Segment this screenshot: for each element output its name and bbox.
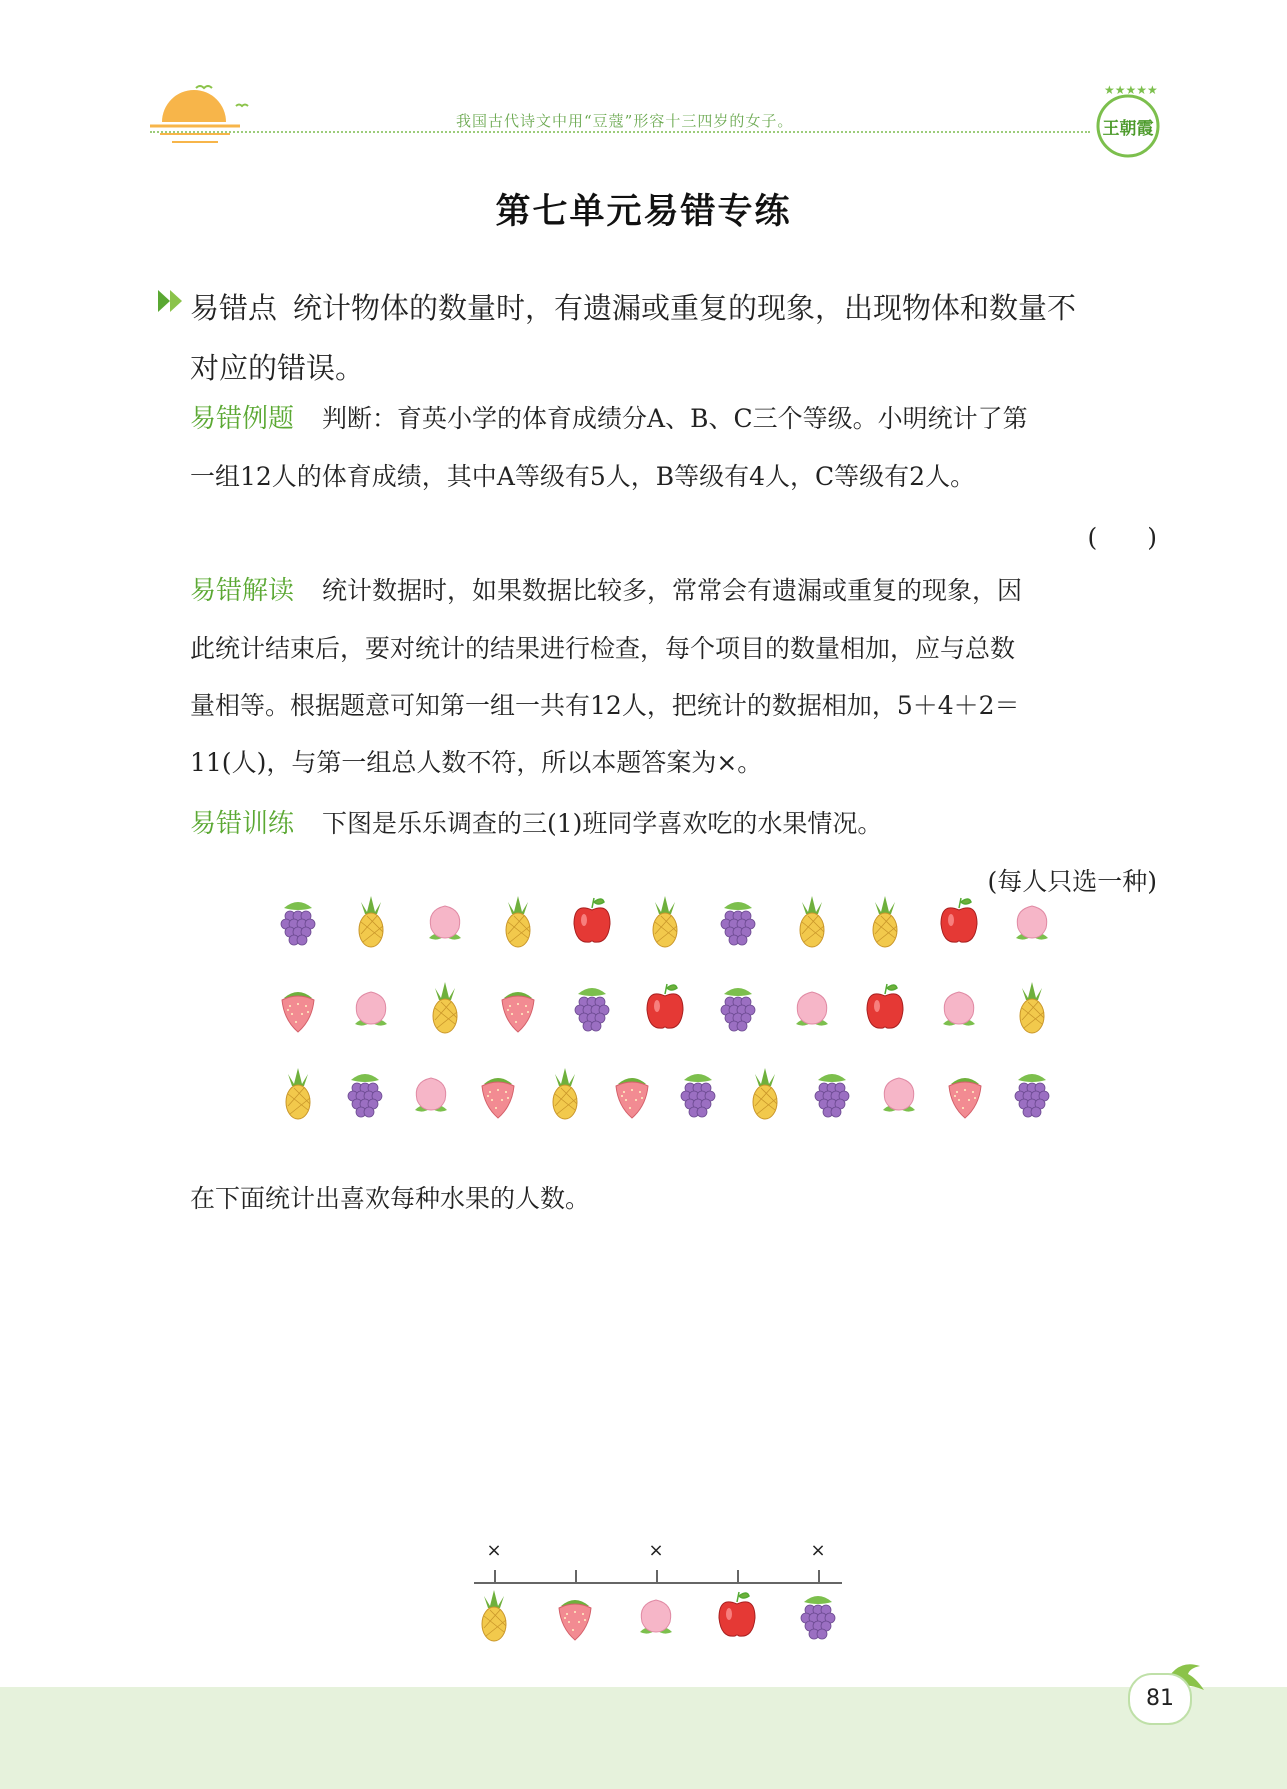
key-point-text-line2: 对应的错误。: [190, 351, 365, 385]
strawberry-icon: [476, 1066, 520, 1122]
tally-mark: ×: [486, 1540, 502, 1561]
analysis-block: [190, 562, 1158, 791]
apple-icon: [715, 1588, 759, 1644]
sunset-logo-icon: [150, 80, 260, 152]
pineapple-icon: [1010, 980, 1054, 1036]
grape-icon: [716, 894, 760, 950]
tally-tick: [656, 1570, 658, 1582]
tally-axis: [470, 1540, 850, 1660]
brand-badge: [1090, 80, 1166, 164]
pineapple-icon: [790, 894, 834, 950]
pineapple-icon: [349, 894, 393, 950]
apple-icon: [937, 894, 981, 950]
brand-logo-text: 王朝霞: [1102, 119, 1154, 139]
pineapple-icon: [472, 1588, 516, 1644]
strawberry-icon: [943, 1066, 987, 1122]
grape-icon: [716, 980, 760, 1036]
peach-icon: [1010, 894, 1054, 950]
page-title: 第七单元易错专练: [495, 192, 792, 232]
pineapple-icon: [863, 894, 907, 950]
grape-icon: [796, 1588, 840, 1644]
tally-axis-line: [474, 1582, 842, 1584]
answer-paren[interactable]: ( ): [1087, 523, 1157, 552]
double-arrow-icon: [158, 290, 186, 312]
grape-icon: [1010, 1066, 1054, 1122]
apple-icon: [570, 894, 614, 950]
apple-icon: [643, 980, 687, 1036]
key-point: [190, 278, 1160, 398]
pineapple-icon: [496, 894, 540, 950]
pineapple-icon: [276, 1066, 320, 1122]
analysis-line2: 此统计结束后，要对统计的结果进行检查，每个项目的数量相加，应与总数: [190, 634, 1016, 663]
tally-tick: [494, 1570, 496, 1582]
example-line1: 判断：育英小学的体育成绩分A、B、C三个等级。小明统计了第: [322, 404, 1028, 433]
analysis-line1: 统计数据时，如果数据比较多，常常会有遗漏或重复的现象，因: [322, 576, 1023, 605]
peach-icon: [790, 980, 834, 1036]
key-point-label: 易错点: [190, 291, 278, 325]
peach-icon: [634, 1588, 678, 1644]
practice-label: 易错训练: [190, 809, 295, 839]
header-dotted-line: [150, 131, 1090, 133]
pineapple-icon: [643, 894, 687, 950]
tally-tick: [575, 1570, 577, 1582]
tally-mark: ×: [810, 1540, 826, 1561]
peach-icon: [409, 1066, 453, 1122]
key-point-text-line1: 统计物体的数量时，有遗漏或重复的现象，出现物体和数量不: [293, 291, 1077, 325]
grape-icon: [276, 894, 320, 950]
peach-icon: [937, 980, 981, 1036]
grape-icon: [570, 980, 614, 1036]
peach-icon: [349, 980, 393, 1036]
tally-tick: [737, 1570, 739, 1582]
tally-mark: ×: [648, 1540, 664, 1561]
practice-instruction: 在下面统计出喜欢每种水果的人数。: [190, 1184, 591, 1213]
example-label: 易错例题: [190, 404, 295, 434]
practice-text: 下图是乐乐调查的三(1)班同学喜欢吃的水果情况。: [322, 809, 883, 838]
example-line2: 一组12人的体育成绩，其中A等级有5人，B等级有4人，C等级有2人。: [190, 462, 976, 491]
practice-block: [190, 795, 1158, 853]
page-number: 81: [1128, 1673, 1192, 1725]
pineapple-icon: [743, 1066, 787, 1122]
strawberry-icon: [553, 1588, 597, 1644]
grape-icon: [676, 1066, 720, 1122]
grape-icon: [343, 1066, 387, 1122]
pineapple-icon: [543, 1066, 587, 1122]
strawberry-icon: [610, 1066, 654, 1122]
header-motto: 我国古代诗文中用“豆蔻”形容十三四岁的女子。: [456, 112, 794, 130]
grape-icon: [810, 1066, 854, 1122]
practice-note: (每人只选一种): [987, 867, 1157, 896]
pineapple-icon: [423, 980, 467, 1036]
peach-icon: [423, 894, 467, 950]
example-block: [190, 390, 1158, 505]
tally-tick: [818, 1570, 820, 1582]
strawberry-icon: [496, 980, 540, 1036]
analysis-line4: 11(人)，与第一组总人数不符，所以本题答案为×。: [190, 748, 763, 777]
analysis-line3: 量相等。根据题意可知第一组一共有12人，把统计的数据相加，5＋4＋2＝: [190, 691, 1020, 720]
footer-band: [0, 1687, 1287, 1789]
analysis-label: 易错解读: [190, 576, 295, 606]
svg-text:★★★★★: ★★★★★: [1104, 83, 1158, 97]
peach-icon: [877, 1066, 921, 1122]
apple-icon: [863, 980, 907, 1036]
strawberry-icon: [276, 980, 320, 1036]
